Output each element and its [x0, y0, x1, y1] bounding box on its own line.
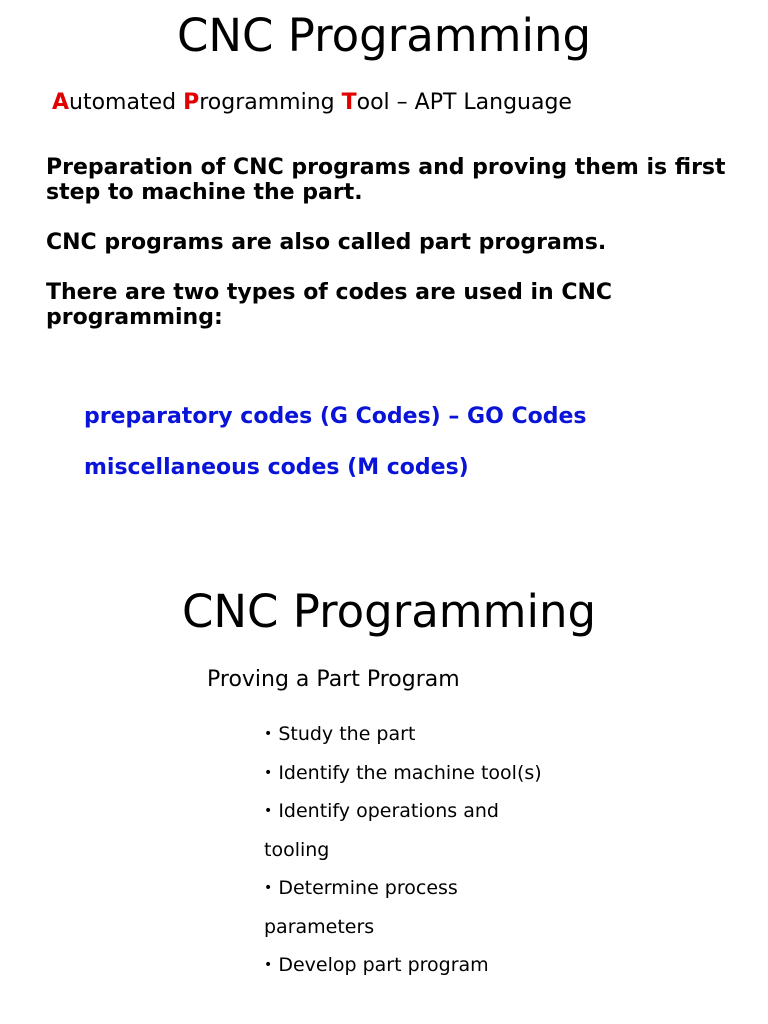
- bullet-icon: •: [264, 803, 273, 819]
- subtitle-text-a: utomated: [69, 90, 184, 115]
- bullet-text: Determine process parameters: [264, 877, 458, 938]
- bullet-text: Study the part: [278, 723, 416, 745]
- bullet-icon: •: [264, 764, 273, 781]
- paragraph-code-types: There are two types of codes are used in CNC programming:: [46, 280, 613, 330]
- list-item: [264, 715, 564, 754]
- list-item: [264, 869, 564, 946]
- bullet-text: Identify operations and tooling: [264, 800, 499, 861]
- bullet-text: Identify the machine tool(s): [278, 761, 542, 784]
- slide2-title: CNC Programming: [181, 585, 597, 638]
- slide2-subtitle: Proving a Part Program: [207, 667, 460, 692]
- paragraph-preparation: Preparation of CNC programs and proving them is first step to machine the part.: [46, 155, 726, 205]
- code-type-g-codes: preparatory codes (G Codes) – GO Codes: [84, 404, 587, 429]
- list-item: [264, 792, 564, 869]
- bullet-icon: •: [264, 880, 273, 896]
- subtitle-text-t: ool – APT Language: [356, 90, 572, 115]
- bullet-icon: •: [264, 957, 273, 973]
- subtitle-letter-a: A: [52, 90, 70, 115]
- code-type-m-codes: miscellaneous codes (M codes): [84, 455, 469, 480]
- bullet-text: Develop part program: [278, 954, 489, 976]
- list-item: [264, 754, 564, 793]
- slide1-title: CNC Programming: [176, 9, 592, 62]
- list-item: [264, 946, 564, 985]
- subtitle-text-p: rogramming: [199, 90, 342, 115]
- bullet-icon: •: [264, 726, 273, 742]
- subtitle-letter-p: P: [183, 90, 200, 115]
- slide1-subtitle: [52, 88, 572, 118]
- subtitle-letter-t: T: [341, 90, 357, 115]
- paragraph-part-programs: CNC programs are also called part programs.: [46, 230, 607, 255]
- bullet-list: [264, 715, 564, 985]
